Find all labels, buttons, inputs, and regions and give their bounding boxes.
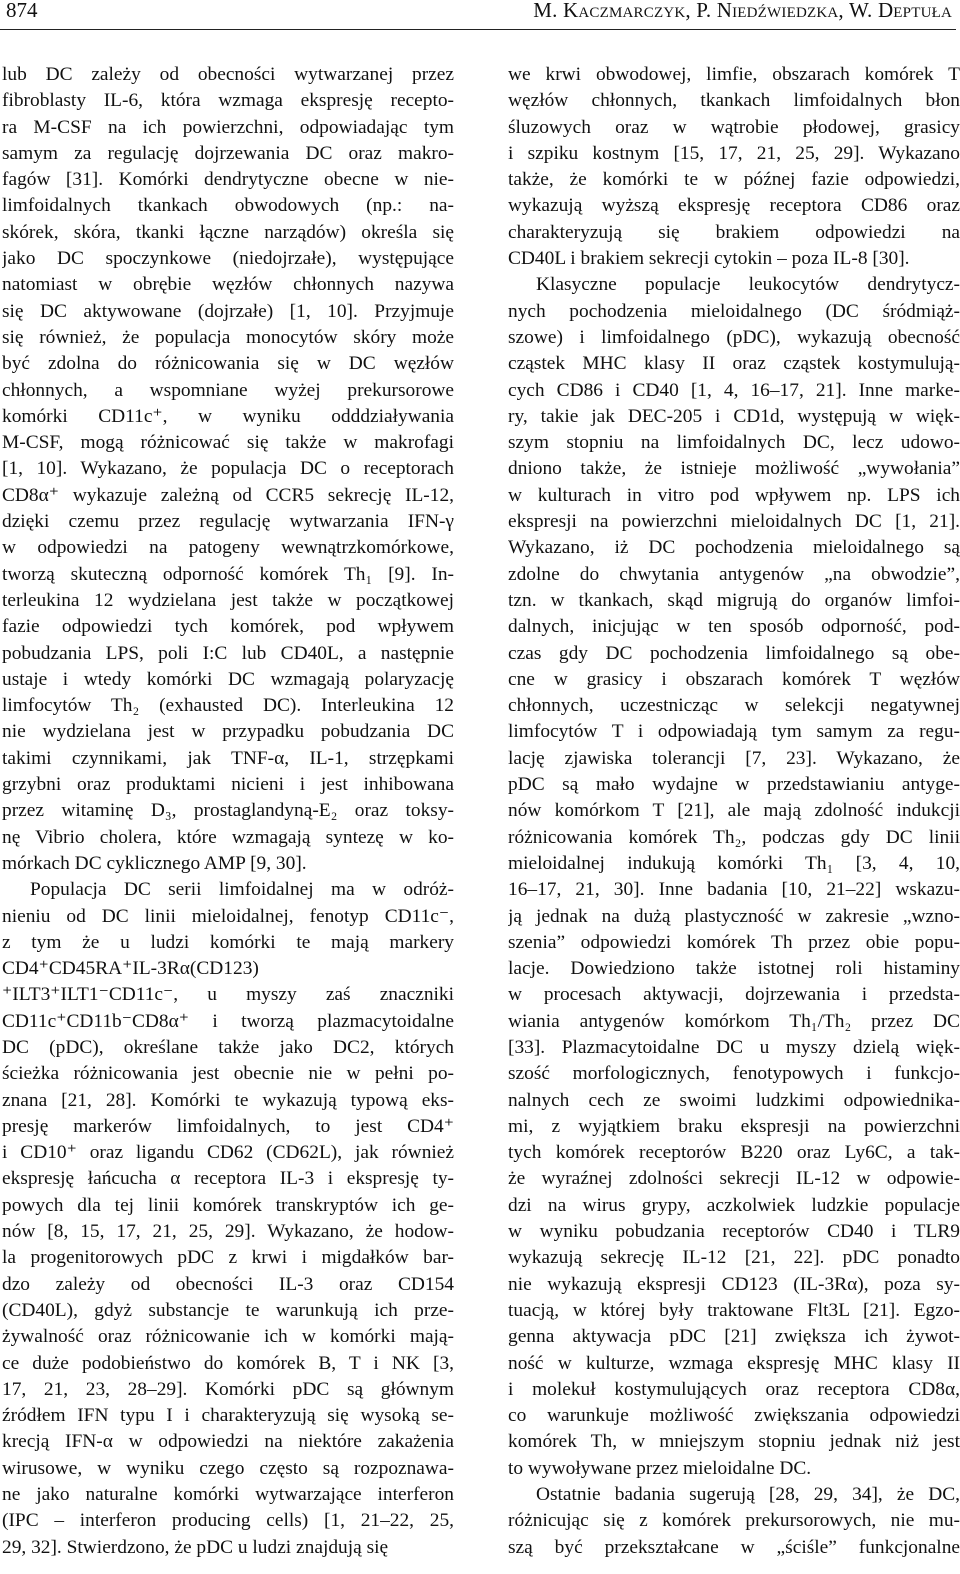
text-line: grzybni oraz produktami nicieni i jest inhibowana — [2, 774, 454, 796]
text-line: nych pochodzenia mieloidalnego (DC śródmiąż- — [508, 300, 960, 322]
text-line: źródłem IFN typu I i charakteryzują się wysoką se- — [2, 1405, 454, 1427]
text-line: w kulturach in vitro pod wpływem np. LPS ich — [508, 484, 960, 506]
text-line: Populacja DC serii limfoidalnej ma w odróż- — [30, 879, 454, 901]
text-line: Ostatnie badania sugerują [28, 29, 34], że DC, — [536, 1484, 960, 1506]
text-line: nów [8, 15, 17, 21, 25, 29]. Wykazano, że hodow- — [2, 1221, 454, 1243]
running-head-authors: M. Kaczmarczyk, P. Niedźwiedzka, W. Deptuła — [533, 0, 952, 22]
text-line: żywalność oraz różnicowanie ich w komórki mają- — [2, 1326, 454, 1348]
text-line: CD4⁺CD45RA⁺IL-3Rα(CD123) — [2, 958, 259, 980]
page-number: 874 — [6, 0, 38, 22]
text-line: być zdolna do różnicowania się w DC węzłów — [2, 353, 454, 375]
text-line: mi, z wyjątkiem braku ekspresji na powierzchni — [508, 1115, 960, 1137]
text-line: komórek Th, w mniejszym stopniu jednak niż jest — [508, 1431, 960, 1453]
text-line: skórek, skóra, tkanki łączne narządów) określa się — [2, 221, 454, 243]
text-line: czas gdy DC pochodzenia limfoidalnego są obe- — [508, 642, 960, 664]
text-line: lacje. Dowiedziono także istotnej roli histaminy — [508, 958, 960, 980]
text-line: różnicowania komórek Th₂, podczas gdy DC linii — [508, 826, 960, 848]
text-line: dzo zależy od obecności IL-3 oraz CD154 — [2, 1273, 454, 1295]
text-line: [1, 10]. Wykazano, że populacja DC o receptorach — [2, 458, 454, 480]
text-line: zdolne do chwytania antygenów „na obwodzie”, — [508, 563, 960, 585]
text-line: limfoidalnych tkankach obwodowych (np.: na- — [2, 195, 454, 217]
text-line: komórki CD11c⁺, w wyniku odddziaływania — [2, 405, 454, 427]
text-line: cząstek MHC klasy II oraz cząstek kostymulują- — [508, 353, 960, 375]
text-line: nie wykazują ekspresji CD123 (IL-3Rα), poza sy- — [508, 1273, 960, 1295]
text-line: że wyraźnej zdolności sekrecji IL-12 w odpowie- — [508, 1168, 960, 1190]
text-line: ustaje i wtedy komórki DC wzmagają polaryzację — [2, 668, 454, 690]
text-line: pDC są mało wydajne w przedstawianiu antyge- — [508, 774, 960, 796]
text-line: co warunkuje możliwość zwiększania odpowiedzi — [508, 1405, 960, 1427]
text-line: tych komórek receptorów B220 oraz Ly6C, a tak- — [508, 1142, 960, 1164]
text-line: ⁺ILT3⁺ILT1⁻CD11c⁻, u myszy zaś znaczniki — [2, 984, 454, 1006]
text-line: szowe) i limfoidalnego (pDC), wykazują obecność — [508, 326, 960, 348]
text-line: i molekuł kostymulujących oraz receptora CD8α, — [508, 1378, 960, 1400]
text-line: ry, takie jak DEC-205 i CD1d, występują w więk- — [508, 405, 960, 427]
text-line: (CD40L), gdyż substancje te warunkują ich prze- — [2, 1299, 454, 1321]
text-line: znana [21, 28]. Komórki te wykazują typową eks- — [2, 1089, 454, 1111]
text-line: samym za regulację dojrzewania DC oraz makro- — [2, 142, 454, 164]
text-line: la progenitorowych pDC z krwi i migdałków bar- — [2, 1247, 454, 1269]
text-line: genna aktywacja pDC [21] zwiększa ich żywot- — [508, 1326, 960, 1348]
text-line: cne w grasicy i obszarach komórek T węzłów — [508, 668, 960, 690]
text-line: krecją IFN-α w odpowiedzi na niektóre zakażenia — [2, 1431, 454, 1453]
text-line: różnicując się z komórek prekursorowych, nie mu- — [508, 1510, 960, 1532]
text-line: przez witaminę D₃, prostaglandyną-E₂ oraz toksy- — [2, 800, 454, 822]
text-line: tuacją, w której były traktowane Flt3L [21]. Egzo- — [508, 1299, 960, 1321]
text-line: CD11c⁺CD11b⁻CD8α⁺ i tworzą plazmacytoidalne — [2, 1010, 454, 1032]
text-line: chłonnych, uczestnicząc w selekcji negatywnej — [508, 695, 960, 717]
text-line: i szpiku kostnym [15, 17, 21, 25, 29]. Wykazano — [508, 142, 960, 164]
text-line: mieloidalnej indukują komórki Th₁ [3, 4, 10, — [508, 852, 960, 874]
text-line: takimi czynnikami, jak TNF-α, IL-1, strzępkami — [2, 747, 454, 769]
text-line: tzn. w tkankach, skąd migrują do organów limfoi- — [508, 589, 960, 611]
text-line: CD40L i brakiem sekrecji cytokin – poza IL-8 [30]. — [508, 248, 910, 270]
text-line: dniono także, że istnieje możliwość „wywołania” — [508, 458, 960, 480]
text-line: Wykazano, iż DC pochodzenia mieloidalnego są — [508, 537, 960, 559]
text-line: presję markerów limfoidalnych, to jest CD4⁺ — [2, 1115, 454, 1137]
text-line: M-CSF, mogą różnicować się także w makrofagi — [2, 432, 454, 454]
text-line: chłonnych, a wspomniane wyżej prekursorowe — [2, 379, 454, 401]
text-line: dzięki czemu przez regulację wytwarzania IFN-γ — [2, 511, 454, 533]
text-line: ce duże podobieństwo do komórek B, T i NK [3, — [2, 1352, 454, 1374]
text-line: ekspresję łańcucha α receptora IL-3 i ekspresję ty- — [2, 1168, 454, 1190]
text-line: limfocytów T i odpowiadają tym samym za regu- — [508, 721, 960, 743]
text-line: szenia” odpowiedzi komórek Th przez obie popu- — [508, 931, 960, 953]
header-rule — [0, 29, 956, 30]
text-line: ność w kulturze, wzmaga ekspresję MHC klasy II — [508, 1352, 960, 1374]
text-line: we krwi obwodowej, limfie, obszarach komórek T — [508, 64, 960, 85]
text-line: ekspresji na powierzchni mieloidalnych DC [1, 21]. — [508, 511, 960, 533]
text-line: ne jako naturalne komórki wytwarzające interferon — [2, 1484, 454, 1506]
page-header — [0, 0, 960, 34]
text-line: [33]. Plazmacytoidalne DC u myszy dzielą więk- — [508, 1036, 960, 1058]
text-line: i CD10⁺ oraz ligandu CD62 (CD62L), jak również — [2, 1142, 454, 1164]
text-line: w wyniku pobudzania receptorów CD40 i TLR9 — [508, 1221, 960, 1243]
text-line: cych CD86 i CD40 [1, 4, 16–17, 21]. Inne marke- — [508, 379, 960, 401]
text-line: wirusowe, w wyniku czego często są rozpoznawa- — [2, 1457, 454, 1479]
text-line: lub DC zależy od obecności wytwarzanej przez — [2, 64, 454, 85]
text-line: Klasyczne populacje leukocytów dendrytycz- — [536, 274, 960, 296]
text-line: 17, 21, 23, 28–29]. Komórki pDC są głównym — [2, 1378, 454, 1400]
text-line: terleukina 12 wydzielana jest także w początkowej — [2, 589, 454, 611]
text-line: tworzą skuteczną odporność komórek Th₁ [9]. In- — [2, 563, 454, 585]
text-line: wykazują sekrecję IL-12 [21, 22]. pDC ponadto — [508, 1247, 960, 1269]
text-line: śluzowych oraz w wątrobie płodowej, grasicy — [508, 116, 960, 138]
text-line: CD8α⁺ wykazuje zależną od CCR5 sekrecję IL-12, — [2, 484, 454, 506]
text-line: powych dla tej linii komórek transkryptów ich ge- — [2, 1194, 454, 1216]
text-line: w procesach aktywacji, dojrzewania i przedsta- — [508, 984, 960, 1006]
text-line: szym stopniu na limfoidalnych DC, lecz udowo- — [508, 432, 960, 454]
text-line: nów komórkom T [21], ale mają zdolność indukcji — [508, 800, 960, 822]
text-line: węzłów chłonnych, tkankach limfoidalnych błon — [508, 90, 960, 112]
text-line: się również, że populacja monocytów skóry może — [2, 326, 454, 348]
text-line: ścieżka różnicowania jest obecnie nie w pełni po- — [2, 1063, 454, 1085]
text-line: fazie odpowiedzi tych komórek, pod wpływem — [2, 616, 454, 638]
text-line: to wywoływane przez mieloidalne DC. — [508, 1457, 812, 1479]
text-line: szą być przekształcane w „ściśle” funkcjonalne — [508, 1536, 960, 1558]
text-line: pobudzania LPS, poli I:C lub CD40L, a następnie — [2, 642, 454, 664]
text-line: charakteryzują się brakiem odpowiedzi na — [508, 221, 960, 243]
text-line: 16–17, 21, 30]. Inne badania [10, 21–22] wskazu- — [508, 879, 960, 901]
text-line: natomiast w obrębie węzłów chłonnych nazywa — [2, 274, 454, 296]
text-line: nieniu od DC linii mieloidalnej, fenotyp CD11c⁻, — [2, 905, 454, 927]
text-line: dzi na wirus grypy, aczkolwiek ludzkie populacje — [508, 1194, 960, 1216]
text-line: fagów [31]. Komórki dendrytyczne obecne w nie- — [2, 169, 454, 191]
text-line: nę Vibrio cholera, które wzmagają syntezę w ko- — [2, 826, 454, 848]
text-line: dalnych, inicjując w ten sposób odporność, pod- — [508, 616, 960, 638]
text-line: szość morfologicznych, fenotypowych i funkcjo- — [508, 1063, 960, 1085]
left-column — [2, 62, 454, 1561]
text-line: w odpowiedzi na patogeny wewnątrzkomórkowe, — [2, 537, 454, 559]
text-line: lację zjawiska tolerancji [7, 23]. Wykazano, że — [508, 747, 960, 769]
text-line: mórkach DC cyklicznego AMP [9, 30]. — [2, 852, 307, 874]
text-line: z tym że u ludzi komórki te mają markery — [2, 931, 454, 953]
text-line: także, że komórki te w późnej fazie odpowiedzi, — [508, 169, 960, 191]
text-line: ra M-CSF na ich powierzchni, odpowiadając tym — [2, 116, 454, 138]
text-line: wykazują wyższą ekspresję receptora CD86 oraz — [508, 195, 960, 217]
text-line: fibroblasty IL-6, która wzmaga ekspresję recepto- — [2, 90, 454, 112]
text-line: nie wydzielana jest w przypadku pobudzania DC — [2, 721, 454, 743]
text-line: 29, 32]. Stwierdzono, że pDC u ludzi znajdują się — [2, 1536, 389, 1558]
text-line: jako DC spoczynkowe (niedojrzałe), występujące — [2, 248, 454, 270]
text-line: nalnych cech ze swoimi ludzkimi odpowiednika- — [508, 1089, 960, 1111]
right-column — [508, 62, 960, 1561]
text-line: limfocytów Th₂ (exhausted DC). Interleukina 12 — [2, 695, 454, 717]
text-line: ją jednak na dużą plastyczność w zakresie „wzno- — [508, 905, 960, 927]
text-line: (IPC – interferon producing cells) [1, 21–22, 25, — [2, 1510, 454, 1532]
text-line: DC (pDC), określane także jako DC2, których — [2, 1036, 454, 1058]
text-line: się DC aktywowane (dojrzałe) [1, 10]. Przyjmuje — [2, 300, 454, 322]
text-line: wiania antygenów komórkom Th₁/Th₂ przez DC — [508, 1010, 960, 1032]
